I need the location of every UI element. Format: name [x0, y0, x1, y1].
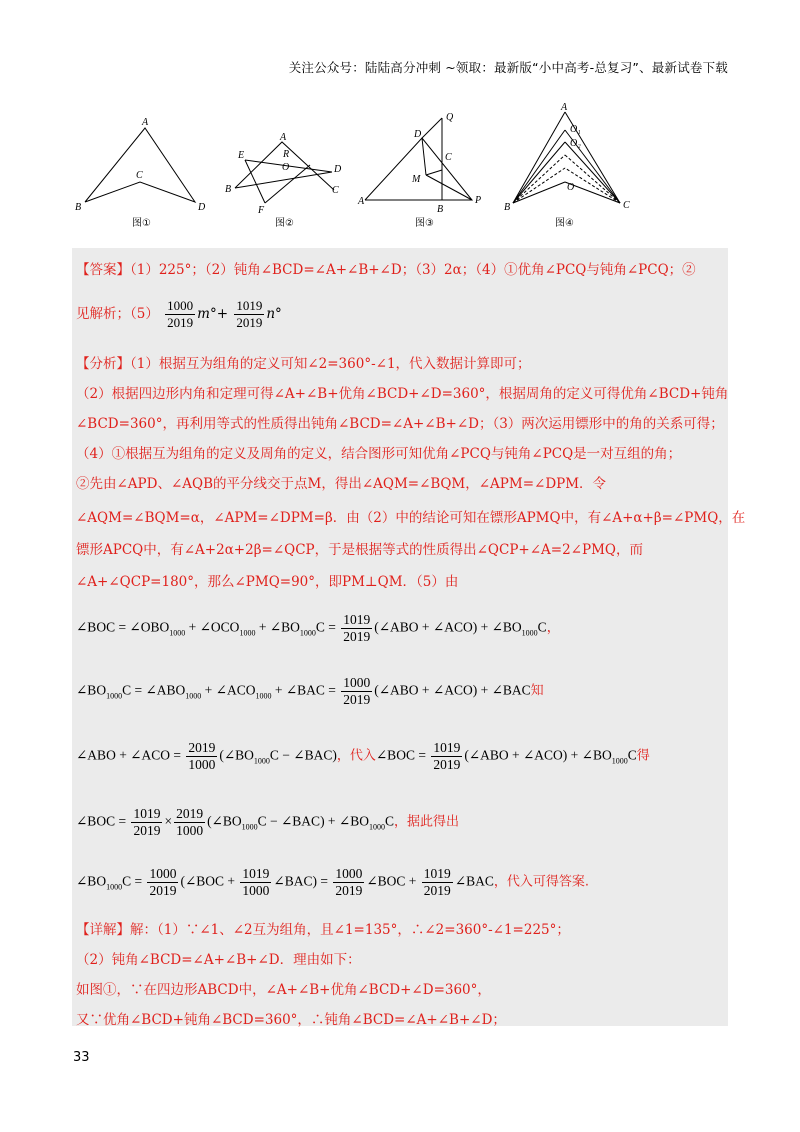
eq-sub: 1000	[369, 822, 385, 832]
analysis-line-3: ∠BCD=360°，再利用等式的性质得出钝角∠BCD=∠A+∠B+∠D；（3）两次运用镖形中的角的关系可得；	[76, 416, 724, 432]
eq-sub: 1000	[253, 756, 270, 766]
frac-den: 2019	[343, 692, 371, 707]
page-header: 关注公众号：陆陆高分冲刺 ~领取：最新版“小中高考-总复习”、最新试卷下载	[288, 60, 728, 75]
frac-num: 1019	[433, 740, 461, 755]
equation-2	[76, 675, 544, 708]
frac-den: 2019	[423, 883, 451, 898]
svg-text:C: C	[623, 200, 630, 211]
eq-part: C − ∠BAC)	[269, 747, 337, 763]
eq-part: ∠ABO + ∠ACO =	[76, 747, 185, 763]
eq-text: ，	[546, 620, 560, 636]
svg-text:C: C	[332, 185, 339, 196]
frac-den: 2019	[335, 883, 363, 898]
equation-4	[76, 806, 459, 839]
eq-part: C =	[122, 873, 146, 889]
frac-num: 2019	[176, 806, 204, 821]
svg-text:D: D	[198, 202, 206, 213]
svg-text:D: D	[414, 129, 422, 140]
frac-num: 1019	[242, 866, 270, 881]
eq-text: 知	[530, 683, 544, 699]
answer-line-2	[76, 298, 282, 331]
svg-text:D: D	[334, 164, 342, 175]
eq-part: (∠BO	[207, 813, 242, 829]
frac-den: 2019	[343, 629, 371, 644]
svg-text:B: B	[75, 202, 82, 213]
eq-part: (∠ABO + ∠ACO) + ∠BO	[464, 747, 612, 763]
svg-text:P: P	[475, 195, 482, 206]
answer-m: m°+	[197, 306, 229, 322]
frac-den: 2019	[236, 315, 263, 330]
svg-text:O₁: O₁	[570, 124, 581, 135]
geometry-figures	[70, 100, 730, 240]
svg-text:O: O	[567, 182, 575, 193]
frac-den: 1000	[176, 823, 204, 838]
answer-line-1: 【答案】（1）225°；（2）钝角∠BCD=∠A+∠B+∠D；（3）2α；（4）①优角∠PCQ与钝角∠PCQ；②	[76, 262, 696, 278]
svg-text:O₂: O₂	[570, 138, 581, 149]
svg-text:B: B	[504, 202, 511, 213]
frac-num: 2019	[188, 740, 216, 755]
frac-num: 1000	[335, 866, 363, 881]
analysis-line-4: （4）①根据互为组角的定义及周角的定义，结合图形可知优角∠PCQ与钝角∠PCQ是一对互组的角；	[76, 446, 682, 462]
eq-part: ∠BOC = ∠OBO	[76, 619, 170, 635]
frac-den: 1000	[188, 757, 216, 772]
eq-sub: 1000	[521, 628, 538, 638]
analysis-line-7: 镖形APCQ中，有∠A+2α+2β=∠QCP，于是根据等式的性质得出∠QCP+∠A=2∠PMQ，而	[76, 542, 643, 558]
eq-part: ∠BAC) =	[273, 873, 332, 889]
frac-num: 1019	[236, 298, 263, 313]
eq-part: ∠BO	[76, 873, 107, 889]
frac-num: 1000	[167, 298, 194, 313]
eq-text: ，据此得出	[394, 814, 460, 830]
equation-1	[76, 612, 560, 645]
detail-line-3: 如图①，∵在四边形ABCD中，∠A+∠B+优角∠BCD+∠D=360°，	[76, 982, 491, 998]
detail-line-1: 【详解】解：（1）∵∠1、∠2互为组角，且∠1=135°，∴∠2=360°-∠1=225°；	[76, 922, 570, 938]
eq-sub: 1000	[106, 882, 123, 892]
svg-text:C: C	[136, 170, 143, 181]
eq-part: ∠BOC +	[366, 873, 420, 889]
equation-3	[76, 740, 650, 773]
frac-den: 1000	[242, 883, 270, 898]
svg-text:F: F	[258, 205, 265, 216]
answer-n: n°	[266, 306, 282, 322]
detail-line-4: 又∵优角∠BCD+钝角∠BCD=360°，∴钝角∠BCD=∠A+∠B+∠D；	[76, 1012, 506, 1028]
eq-sub: 1000	[255, 691, 272, 701]
eq-part: ∠BOC =	[375, 747, 430, 763]
svg-text:A: A	[280, 132, 287, 143]
svg-text:E: E	[238, 150, 245, 161]
eq-part: ∠BAC	[454, 873, 494, 889]
eq-part: + ∠BO	[255, 619, 300, 635]
eq-part: C	[627, 747, 637, 763]
svg-text:A: A	[142, 117, 149, 128]
eq-part: + ∠OCO	[185, 619, 240, 635]
eq-sub: 1000	[239, 628, 256, 638]
answer-prefix: 见解析；（5）	[76, 306, 159, 322]
eq-text: ，代入可得答案.	[493, 874, 589, 890]
eq-part: C = ∠ABO	[122, 682, 186, 698]
frac-den: 2019	[167, 315, 194, 330]
eq-part: C =	[315, 619, 340, 635]
eq-part: (∠ABO + ∠ACO) + ∠BAC	[374, 682, 531, 698]
eq-sub: 1000	[185, 691, 202, 701]
analysis-line-6: ∠AQM=∠BQM=α，∠APM=∠DPM=β．由（2）中的结论可知在镖形APMQ中，有∠A+α+β=∠PMQ，在	[76, 510, 746, 526]
svg-text:O: O	[282, 162, 290, 173]
equation-5	[76, 866, 589, 899]
eq-sub: 1000	[611, 756, 628, 766]
eq-part: ∠BOC =	[76, 813, 130, 829]
eq-sub: 1000	[299, 628, 316, 638]
figure-2-caption: 图②	[275, 218, 294, 229]
figure-4-caption: 图④	[555, 218, 574, 229]
eq-part: (∠BO	[219, 747, 254, 763]
frac-den: 2019	[133, 823, 161, 838]
svg-text:A: A	[561, 102, 568, 113]
page-number: 33	[73, 1050, 90, 1065]
frac-num: 1019	[343, 612, 371, 627]
eq-part: + ∠ACO	[201, 682, 256, 698]
analysis-line-2: （2）根据四边形内角和定理可得∠A+∠B+优角∠BCD+∠D=360°，根据周角的定义可得优角∠BCD+钝角	[76, 386, 729, 402]
eq-part: C	[537, 619, 547, 635]
analysis-line-5: ②先由∠APD、∠AQB的平分线交于点M，得出∠AQM=∠BQM，∠APM=∠DPM．令	[76, 476, 607, 492]
analysis-line-8: ∠A+∠QCP=180°，那么∠PMQ=90°，即PM⊥QM．（5）由	[76, 574, 459, 590]
svg-text:B: B	[225, 184, 232, 195]
eq-part: C	[385, 813, 395, 829]
svg-text:C: C	[445, 152, 452, 163]
frac-num: 1000	[149, 866, 177, 881]
figure-3-caption: 图③	[415, 218, 434, 229]
svg-text:M: M	[412, 174, 421, 185]
eq-part: ∠BO	[76, 682, 107, 698]
eq-part: C − ∠BAC) + ∠BO	[257, 813, 369, 829]
svg-text:A: A	[358, 196, 365, 207]
analysis-line-1: 【分析】（1）根据互为组角的定义可知∠2=360°-∠1，代入数据计算即可；	[76, 356, 531, 372]
svg-text:Q: Q	[446, 112, 454, 123]
eq-part: ×	[164, 813, 173, 829]
frac-num: 1019	[423, 866, 451, 881]
svg-text:B: B	[437, 204, 444, 215]
figures-row	[70, 100, 730, 240]
eq-part: (∠BOC +	[180, 873, 239, 889]
eq-sub: 1000	[241, 822, 258, 832]
eq-sub: 1000	[106, 691, 123, 701]
frac-num: 1019	[133, 806, 161, 821]
eq-part: + ∠BAC =	[271, 682, 340, 698]
eq-text: ，代入	[336, 748, 376, 764]
detail-line-2: （2）钝角∠BCD=∠A+∠B+∠D．理由如下：	[76, 952, 361, 968]
figure-1-caption: 图①	[132, 218, 151, 229]
frac-num: 1000	[343, 675, 371, 690]
svg-text:R: R	[283, 149, 290, 160]
frac-den: 2019	[433, 757, 461, 772]
eq-sub: 1000	[169, 628, 186, 638]
eq-text: 得	[636, 748, 650, 764]
frac-den: 2019	[149, 883, 177, 898]
eq-part: (∠ABO + ∠ACO) + ∠BO	[374, 619, 522, 635]
